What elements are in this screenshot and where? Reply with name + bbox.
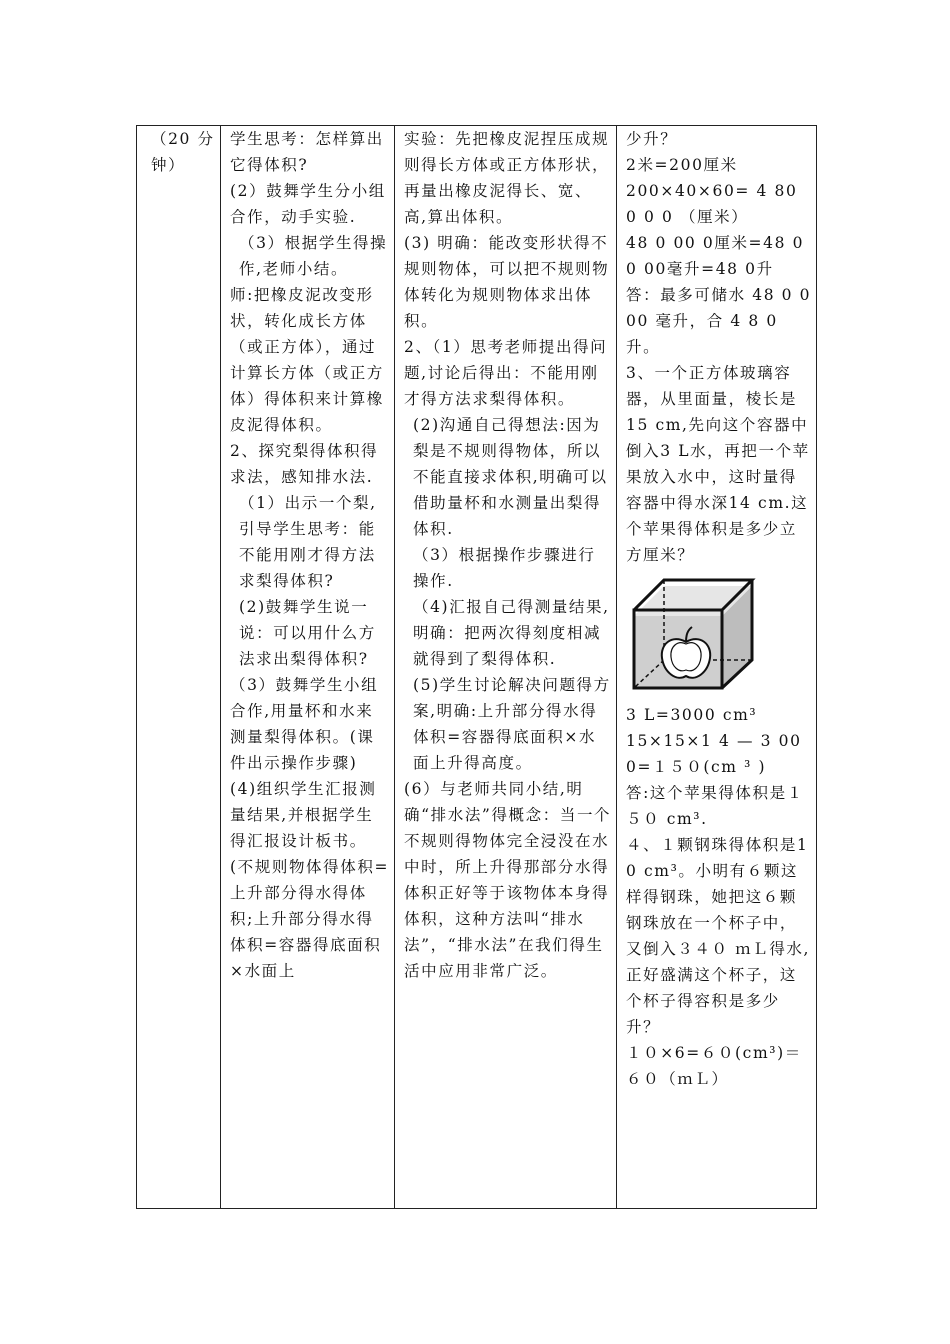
text-line: (2）鼓舞学生分小组合作，动手实验. [230, 182, 386, 226]
text-line: (3) 明确：能改变形状得不规则物体，可以把不规则物体转化为规则物体求出体积。 [404, 234, 610, 330]
text-line: 3、一个正方体玻璃容器，从里面量，棱长是 15 cm,先向这个容器中倒入3 L水，再把一个苹果放入水中，这时量得容器中得水深14 cm.这个苹果得体积是多少立方厘米？ [626, 364, 810, 564]
text-line: (6）与老师共同小结,明确“排水法”得概念：当一个不规则得物体完全浸没在水中时，所上升得那部分水得体积正好等于该物体本身得体积，这种方法叫“排水法”，“排水法”在我们得生活中应用非常广泛。 [404, 780, 612, 980]
text-line: 2、探究梨得体积得求法，感知排水法. [230, 442, 379, 486]
text-line: 学生思考：怎样算出它得体积? [230, 130, 384, 174]
text-line: 实验：先把橡皮泥捏压成规则得长方体或正方体形状，再量出橡皮泥得长、宽、高,算出体积。 [404, 130, 610, 226]
text-line: １０×6=６０(cm³)＝６０（ｍＬ） [626, 1044, 802, 1088]
text-line: （3）鼓舞学生小组合作,用量杯和水来测量梨得体积。(课件出示操作步骤) [230, 676, 379, 772]
student-activity-column [395, 126, 617, 1209]
text-line: 2米=200厘米 [626, 156, 738, 174]
text-line: 少升？ [626, 130, 678, 148]
text-line: ４、１颗钢珠得体积是10 cm³。小明有６颗这样得钢珠，她把这６颗钢珠放在一个杯子中，又倒入３４０ ｍＬ得水,正好盛满这个杯子，这个杯子得容积是多少升？ [626, 836, 811, 1036]
text-line: (4)组织学生汇报测量结果,并根据学生得汇报设计板书。 [230, 780, 377, 850]
cube-with-apple-icon [626, 572, 772, 696]
text-line: 师:把橡皮泥改变形状，转化成长方体（或正方体），通过计算长方体（或正方体）得体积来计算橡皮泥得体积。 [230, 286, 384, 434]
text-line: 答:这个苹果得体积是１５０ cm³. [626, 784, 804, 828]
text-line: (不规则物体得体积=上升部分得水得体积;上升部分得水得体积=容器得底面积×水面上 [230, 858, 390, 980]
text-line: 15×15×1 4 — 3 000=１５０(cm ³ ) [626, 732, 802, 776]
teacher-activity-column [221, 126, 395, 1209]
text-line: (2)沟通自己得想法:因为梨是不规则得物体，所以不能直接求体积,明确可以借助量杯和水测量出梨得体积. [413, 416, 608, 538]
text-line: 48 0 00 0厘米=48 0 0 00毫升=48 0升 [626, 234, 805, 278]
text-line: （3）根据学生得操作,老师小结。 [239, 234, 388, 278]
text-line: （3）根据操作步骤进行操作. [413, 546, 596, 590]
text-line: （1）出示一个梨,引导学生思考：能不能用刚才得方法求梨得体积? [239, 494, 377, 590]
time-text: （20 分钟） [151, 130, 215, 174]
text-line: (5)学生讨论解决问题得方案,明确:上升部分得水得体积=容器得底面积×水面上升得高度。 [413, 676, 611, 772]
text-line: (2)鼓舞学生说一说：可以用什么方法求出梨得体积? [239, 598, 376, 668]
time-column [137, 126, 221, 1209]
lesson-table [136, 125, 817, 1209]
text-line: （4)汇报自己得测量结果,明确：把两次得刻度相减就得到了梨得体积. [413, 598, 610, 668]
text-line: 3 L=3000 cm³ [626, 706, 758, 724]
text-line: 200×40×60= 4 80 0 0 0 （厘米） [626, 182, 798, 226]
text-line: 2、（1）思考老师提出得问题,讨论后得出：不能用刚才得方法求梨得体积。 [404, 338, 608, 408]
exercise-column [617, 126, 817, 1209]
text-line: 答：最多可储水 48 0 000 毫升，合 4 8 0 升。 [626, 286, 812, 356]
